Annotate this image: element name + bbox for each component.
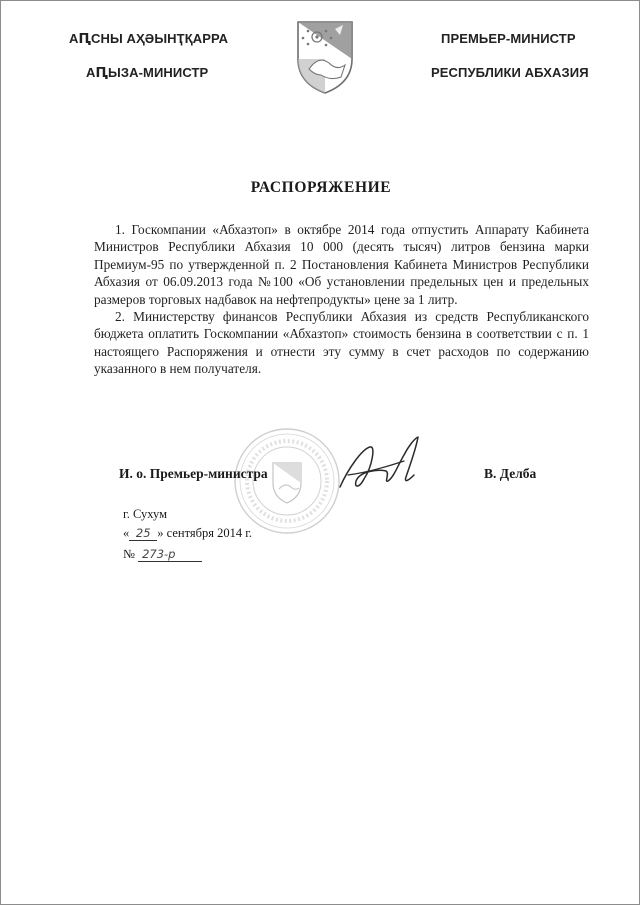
date-close-quote: » [157, 526, 164, 540]
header-left-line1: АԤСНЫ АҲӘЫНҬҚАРРА [69, 31, 229, 46]
number-label: № [123, 547, 135, 561]
date-line [123, 526, 252, 541]
handwritten-signature-icon [334, 431, 434, 497]
document-number: 273-р [138, 547, 202, 562]
document-body [94, 221, 589, 378]
paragraph-2: 2. Министерству финансов Республики Абхазия из средств Республиканского бюджета оплатить Госкомпании «Абхазтоп» стоимость бензина в соответствии с п. 1 настоящего Распоряжения и отнести эту сумму в счет расходов по содержанию указанного в нем получателя. [94, 309, 589, 377]
header-right-line2: РЕСПУБЛИКИ АБХАЗИЯ [431, 65, 589, 80]
document-number-line [123, 547, 202, 562]
city-label: г. Сухум [123, 507, 168, 521]
header-left-line2: АԤЫЗА-МИНИСТР [86, 65, 209, 80]
date-open-quote: « [123, 526, 130, 540]
date-day: 25 [129, 526, 157, 541]
signer-position: И. о. Премьер-министра [119, 466, 268, 481]
coat-of-arms-icon [295, 19, 355, 95]
header-right-line1: ПРЕМЬЕР-МИНИСТР [441, 31, 576, 46]
document-title: РАСПОРЯЖЕНИЕ [250, 179, 392, 196]
date-month-year: сентября 2014 г. [166, 526, 253, 540]
signer-name: В. Делба [484, 466, 537, 481]
paragraph-1: 1. Госкомпании «Абхазтоп» в октябре 2014 года отпустить Аппарату Кабинета Министров Республики Абхазия 10 000 (десять тысяч) литров бензина марки Премиум-95 по утвержденной п. 2 Постановления Кабинета Министров Республики Абхазия от 06.09.2013 года №100 «Об установлении предельных цен и предельных размеров торговых надбавок на нефтепродукты» цене за 1 литр. [94, 222, 589, 307]
